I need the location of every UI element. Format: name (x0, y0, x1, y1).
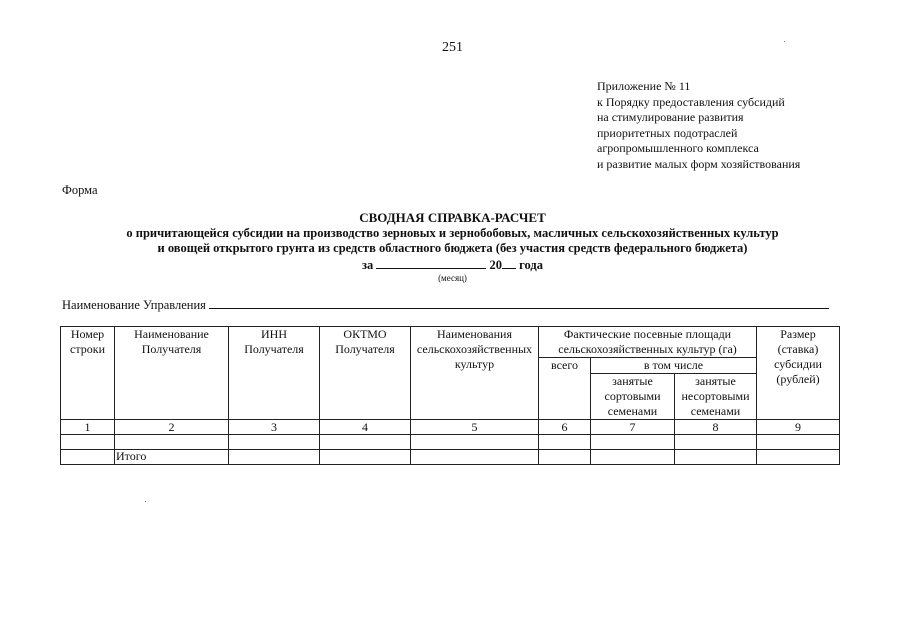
header-total: всего (539, 358, 591, 420)
total-row (61, 450, 840, 465)
title-period (0, 257, 905, 274)
appendix-note (597, 79, 800, 173)
management-line (62, 297, 829, 313)
appendix-line: приоритетных подотраслей (597, 125, 738, 140)
appendix-line: агропромышленного комплекса (597, 141, 759, 156)
header-row-number: Номер строки (61, 327, 115, 420)
header-including: в том числе (591, 358, 757, 374)
form-label: Форма (62, 183, 98, 197)
header-oktmo: ОКТМО Получателя (320, 327, 411, 420)
empty-cell (539, 450, 591, 465)
period-prefix: за (362, 257, 374, 272)
appendix-line: и развитие малых форм хозяйствования (597, 156, 801, 171)
empty-cell (675, 435, 757, 450)
header-subsidy: Размер (ставка) субсидии (рублей) (757, 327, 840, 420)
period-suffix: года (519, 257, 543, 272)
page-number: 251 (442, 40, 463, 55)
column-number: 9 (757, 420, 840, 435)
month-blank (376, 257, 486, 269)
header-non-varietal: занятые несортовыми семенами (675, 374, 757, 420)
column-number: 4 (320, 420, 411, 435)
empty-cell (539, 435, 591, 450)
empty-cell (757, 435, 840, 450)
header-sown-area: Фактические посевные площади сельскохозяйственных культур (га) (539, 327, 757, 358)
scan-speck (145, 501, 146, 502)
column-number-row (61, 420, 840, 435)
empty-cell (757, 450, 840, 465)
appendix-line: к Порядку предоставления субсидий (597, 94, 785, 109)
empty-cell (411, 435, 539, 450)
header-varietal: занятые сортовыми семенами (591, 374, 675, 420)
empty-cell (320, 450, 411, 465)
appendix-line: Приложение № 11 (597, 79, 691, 93)
month-caption: (месяц) (438, 273, 467, 283)
column-number: 6 (539, 420, 591, 435)
year-blank (502, 257, 516, 269)
empty-cell (591, 435, 675, 450)
column-number: 2 (115, 420, 229, 435)
table-row (61, 435, 840, 450)
header-inn: ИНН Получателя (229, 327, 320, 420)
empty-cell (411, 450, 539, 465)
column-number: 5 (411, 420, 539, 435)
subsidy-table (60, 326, 840, 465)
management-label: Наименование Управления (62, 298, 206, 312)
management-blank (209, 297, 829, 309)
column-number: 8 (675, 420, 757, 435)
header-crops: Наименования сельскохозяйственных культур (411, 327, 539, 420)
title-subtitle-line: о причитающейся субсидии на производство зерновых и зернобобовых, масличных сельскохозяйственных культур (126, 225, 779, 240)
title-subtitle-line: и овощей открытого грунта из средств областного бюджета (без участия средств федерального бюджета) (157, 241, 748, 255)
scan-speck (784, 41, 785, 42)
empty-cell (61, 450, 115, 465)
period-year-prefix: 20 (489, 257, 503, 272)
title-main: СВОДНАЯ СПРАВКА-РАСЧЕТ (359, 210, 546, 225)
empty-cell (229, 435, 320, 450)
appendix-line: на стимулирование развития (597, 110, 744, 125)
column-number: 3 (229, 420, 320, 435)
empty-cell (61, 435, 115, 450)
empty-cell (675, 450, 757, 465)
empty-cell (229, 450, 320, 465)
document-title (0, 210, 905, 284)
empty-cell (591, 450, 675, 465)
header-recipient-name: Наименование Получателя (115, 327, 229, 420)
empty-cell (320, 435, 411, 450)
empty-cell (115, 435, 229, 450)
column-number: 7 (591, 420, 675, 435)
total-label: Итого (115, 450, 229, 465)
column-number: 1 (61, 420, 115, 435)
